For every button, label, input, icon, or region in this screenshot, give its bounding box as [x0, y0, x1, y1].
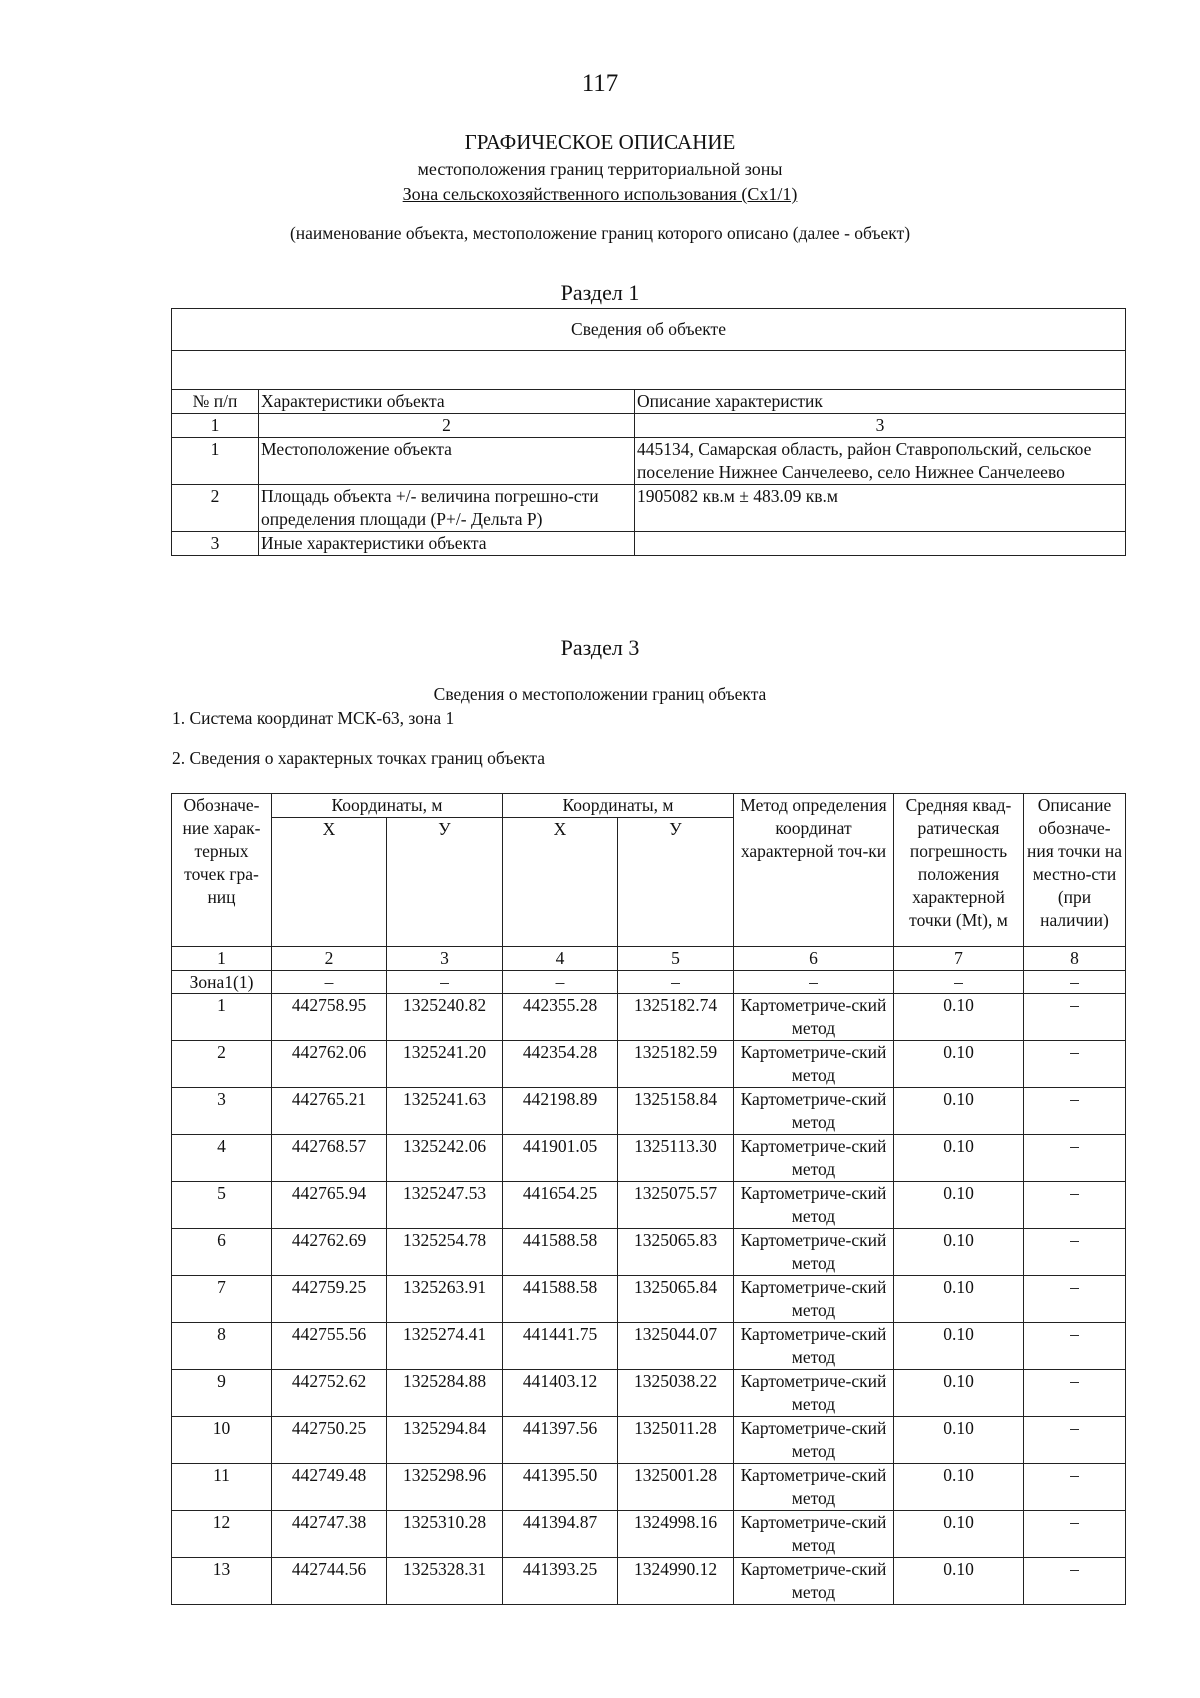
point-description: – — [1024, 994, 1126, 1041]
point-y2: 1325182.59 — [618, 1041, 734, 1088]
col-number: 3 — [387, 947, 503, 971]
point-y1: 1325263.91 — [387, 1276, 503, 1323]
point-error: 0.10 — [894, 1511, 1024, 1558]
zone-dash: – — [387, 971, 503, 994]
header-x-1: X — [272, 818, 387, 947]
col-number: 1 — [172, 414, 259, 438]
point-x2: 441441.75 — [503, 1323, 618, 1370]
point-x1: 442765.94 — [272, 1182, 387, 1229]
zone-dash: – — [1024, 971, 1126, 994]
point-y2: 1325065.83 — [618, 1229, 734, 1276]
point-x2: 442354.28 — [503, 1041, 618, 1088]
point-method: Картометриче-ский метод — [734, 1558, 894, 1605]
point-x2: 441901.05 — [503, 1135, 618, 1182]
header-error: Средняя квад-ратическая погрешность положения характерной точки (Mt), м — [894, 794, 1024, 947]
row-description: 445134, Самарская область, район Ставропольский, сельское поселение Нижнее Санчелеево, село Нижнее Санчелеево — [635, 438, 1126, 485]
document-subtitle: местоположения границ территориальной зоны — [417, 159, 783, 179]
point-error: 0.10 — [894, 1417, 1024, 1464]
point-description: – — [1024, 1464, 1126, 1511]
point-x1: 442759.25 — [272, 1276, 387, 1323]
point-y2: 1325044.07 — [618, 1323, 734, 1370]
point-number: 4 — [172, 1135, 272, 1182]
point-error: 0.10 — [894, 994, 1024, 1041]
table-row — [172, 1135, 1126, 1182]
row-characteristic: Иные характеристики объекта — [259, 532, 635, 556]
zone-dash: – — [734, 971, 894, 994]
table-row — [172, 1511, 1126, 1558]
header-y-2: У — [618, 818, 734, 947]
col-number: 1 — [172, 947, 272, 971]
point-y2: 1325001.28 — [618, 1464, 734, 1511]
point-y2: 1325038.22 — [618, 1370, 734, 1417]
point-y2: 1325158.84 — [618, 1088, 734, 1135]
section1-heading: Раздел 1 — [560, 280, 640, 305]
point-description: – — [1024, 1088, 1126, 1135]
table-row — [172, 1276, 1126, 1323]
table-row — [172, 1464, 1126, 1511]
point-y2: 1325065.84 — [618, 1276, 734, 1323]
point-method: Картометриче-ский метод — [734, 1229, 894, 1276]
point-y2: 1324998.16 — [618, 1511, 734, 1558]
col-number: 3 — [635, 414, 1126, 438]
section3-heading: Раздел 3 — [560, 635, 640, 660]
table-row — [172, 485, 1126, 532]
col-header-characteristic: Характеристики объекта — [259, 390, 635, 414]
point-method: Картометриче-ский метод — [734, 1135, 894, 1182]
zone-dash: – — [618, 971, 734, 994]
point-y1: 1325328.31 — [387, 1558, 503, 1605]
point-x1: 442750.25 — [272, 1417, 387, 1464]
point-number: 12 — [172, 1511, 272, 1558]
point-x1: 442752.62 — [272, 1370, 387, 1417]
coordinate-system-line: 1. Система координат МСК-63, зона 1 — [172, 708, 455, 728]
points-info-line: 2. Сведения о характерных точках границ объекта — [172, 748, 546, 768]
point-x2: 441654.25 — [503, 1182, 618, 1229]
point-description: – — [1024, 1370, 1126, 1417]
point-y2: 1325011.28 — [618, 1417, 734, 1464]
point-y1: 1325241.20 — [387, 1041, 503, 1088]
point-number: 7 — [172, 1276, 272, 1323]
row-number: 1 — [172, 438, 259, 485]
row-description: 1905082 кв.м ± 483.09 кв.м — [635, 485, 1126, 532]
point-y1: 1325241.63 — [387, 1088, 503, 1135]
point-x1: 442762.06 — [272, 1041, 387, 1088]
point-number: 1 — [172, 994, 272, 1041]
point-x1: 442758.95 — [272, 994, 387, 1041]
header-coords-1: Координаты, м — [272, 794, 503, 818]
table-row — [172, 1041, 1126, 1088]
point-error: 0.10 — [894, 1370, 1024, 1417]
zone-dash: – — [272, 971, 387, 994]
col-number: 8 — [1024, 947, 1126, 971]
row-number: 3 — [172, 532, 259, 556]
zone-label: Зона1(1) — [172, 971, 272, 994]
zone-row — [172, 971, 1126, 994]
table-row — [172, 994, 1126, 1041]
point-y1: 1325274.41 — [387, 1323, 503, 1370]
point-method: Картометриче-ский метод — [734, 1041, 894, 1088]
point-method: Картометриче-ский метод — [734, 1370, 894, 1417]
point-description: – — [1024, 1041, 1126, 1088]
point-x1: 442749.48 — [272, 1464, 387, 1511]
point-error: 0.10 — [894, 1088, 1024, 1135]
point-x2: 441393.25 — [503, 1558, 618, 1605]
col-number: 5 — [618, 947, 734, 971]
point-number: 3 — [172, 1088, 272, 1135]
point-y2: 1325075.57 — [618, 1182, 734, 1229]
zone-name-text: Зона сельскохозяйственного использования (Сх1/1) — [402, 184, 798, 204]
point-method: Картометриче-ский метод — [734, 1323, 894, 1370]
point-method: Картометриче-ский метод — [734, 1182, 894, 1229]
col-header-number: № п/п — [172, 390, 259, 414]
table-row — [172, 1182, 1126, 1229]
col-header-description: Описание характеристик — [635, 390, 1126, 414]
point-x2: 441395.50 — [503, 1464, 618, 1511]
table-row — [172, 438, 1126, 485]
point-y1: 1325310.28 — [387, 1511, 503, 1558]
point-y1: 1325242.06 — [387, 1135, 503, 1182]
point-description: – — [1024, 1558, 1126, 1605]
boundary-points-table — [171, 793, 1126, 1605]
header-y-1: У — [387, 818, 503, 947]
table-row — [172, 1417, 1126, 1464]
page-number: 117 — [581, 70, 619, 97]
header-x-2: X — [503, 818, 618, 947]
object-note: (наименование объекта, местоположение границ которого описано (далее - объект) — [289, 223, 911, 243]
point-x2: 441588.58 — [503, 1229, 618, 1276]
point-error: 0.10 — [894, 1558, 1024, 1605]
point-x2: 442198.89 — [503, 1088, 618, 1135]
point-method: Картометриче-ский метод — [734, 1464, 894, 1511]
point-description: – — [1024, 1135, 1126, 1182]
point-x1: 442755.56 — [272, 1323, 387, 1370]
table-row — [172, 532, 1126, 556]
point-x2: 441588.58 — [503, 1276, 618, 1323]
point-number: 9 — [172, 1370, 272, 1417]
point-x2: 441394.87 — [503, 1511, 618, 1558]
point-method: Картометриче-ский метод — [734, 1511, 894, 1558]
point-x2: 441397.56 — [503, 1417, 618, 1464]
point-y1: 1325247.53 — [387, 1182, 503, 1229]
document-title: ГРАФИЧЕСКОЕ ОПИСАНИЕ — [464, 130, 736, 154]
col-number: 6 — [734, 947, 894, 971]
row-number: 2 — [172, 485, 259, 532]
table-row — [172, 1323, 1126, 1370]
point-y1: 1325298.96 — [387, 1464, 503, 1511]
header-designation: Обозначе-ние харак-терных точек гра-ниц — [172, 794, 272, 947]
table-row — [172, 1370, 1126, 1417]
point-y2: 1325182.74 — [618, 994, 734, 1041]
point-x1: 442765.21 — [272, 1088, 387, 1135]
point-x2: 442355.28 — [503, 994, 618, 1041]
point-error: 0.10 — [894, 1276, 1024, 1323]
point-y1: 1325240.82 — [387, 994, 503, 1041]
point-description: – — [1024, 1417, 1126, 1464]
zone-name — [0, 184, 1200, 205]
point-number: 8 — [172, 1323, 272, 1370]
point-description: – — [1024, 1276, 1126, 1323]
point-y1: 1325284.88 — [387, 1370, 503, 1417]
location-title: Сведения о местоположении границ объекта — [433, 684, 767, 704]
object-info-title: Сведения об объекте — [172, 309, 1126, 351]
object-info-table — [171, 308, 1126, 556]
point-description: – — [1024, 1229, 1126, 1276]
point-number: 6 — [172, 1229, 272, 1276]
point-y2: 1324990.12 — [618, 1558, 734, 1605]
point-error: 0.10 — [894, 1464, 1024, 1511]
col-number: 4 — [503, 947, 618, 971]
point-error: 0.10 — [894, 1182, 1024, 1229]
row-characteristic: Площадь объекта +/- величина погрешно-сти определения площади (Р+/- Дельта Р) — [259, 485, 635, 532]
table-row — [172, 1558, 1126, 1605]
point-x2: 441403.12 — [503, 1370, 618, 1417]
zone-dash: – — [503, 971, 618, 994]
point-method: Картометриче-ский метод — [734, 1088, 894, 1135]
point-description: – — [1024, 1511, 1126, 1558]
table-row — [172, 1229, 1126, 1276]
point-method: Картометриче-ский метод — [734, 1276, 894, 1323]
point-x1: 442744.56 — [272, 1558, 387, 1605]
point-error: 0.10 — [894, 1135, 1024, 1182]
points-body — [172, 994, 1126, 1605]
point-y1: 1325294.84 — [387, 1417, 503, 1464]
point-x1: 442747.38 — [272, 1511, 387, 1558]
point-error: 0.10 — [894, 1323, 1024, 1370]
point-description: – — [1024, 1323, 1126, 1370]
zone-dash: – — [894, 971, 1024, 994]
header-description: Описание обозначе-ния точки на местно-сти (при наличии) — [1024, 794, 1126, 947]
point-error: 0.10 — [894, 1041, 1024, 1088]
point-method: Картометриче-ский метод — [734, 1417, 894, 1464]
point-number: 11 — [172, 1464, 272, 1511]
header-method: Метод определения координат характерной точ-ки — [734, 794, 894, 947]
header-coords-2: Координаты, м — [503, 794, 734, 818]
point-error: 0.10 — [894, 1229, 1024, 1276]
col-number: 7 — [894, 947, 1024, 971]
point-y1: 1325254.78 — [387, 1229, 503, 1276]
point-number: 2 — [172, 1041, 272, 1088]
col-number: 2 — [272, 947, 387, 971]
point-method: Картометриче-ский метод — [734, 994, 894, 1041]
point-x1: 442762.69 — [272, 1229, 387, 1276]
empty-row — [172, 351, 1126, 390]
point-description: – — [1024, 1182, 1126, 1229]
point-x1: 442768.57 — [272, 1135, 387, 1182]
point-number: 10 — [172, 1417, 272, 1464]
row-characteristic: Местоположение объекта — [259, 438, 635, 485]
point-number: 13 — [172, 1558, 272, 1605]
table-row — [172, 1088, 1126, 1135]
col-number: 2 — [259, 414, 635, 438]
point-number: 5 — [172, 1182, 272, 1229]
row-description — [635, 532, 1126, 556]
point-y2: 1325113.30 — [618, 1135, 734, 1182]
